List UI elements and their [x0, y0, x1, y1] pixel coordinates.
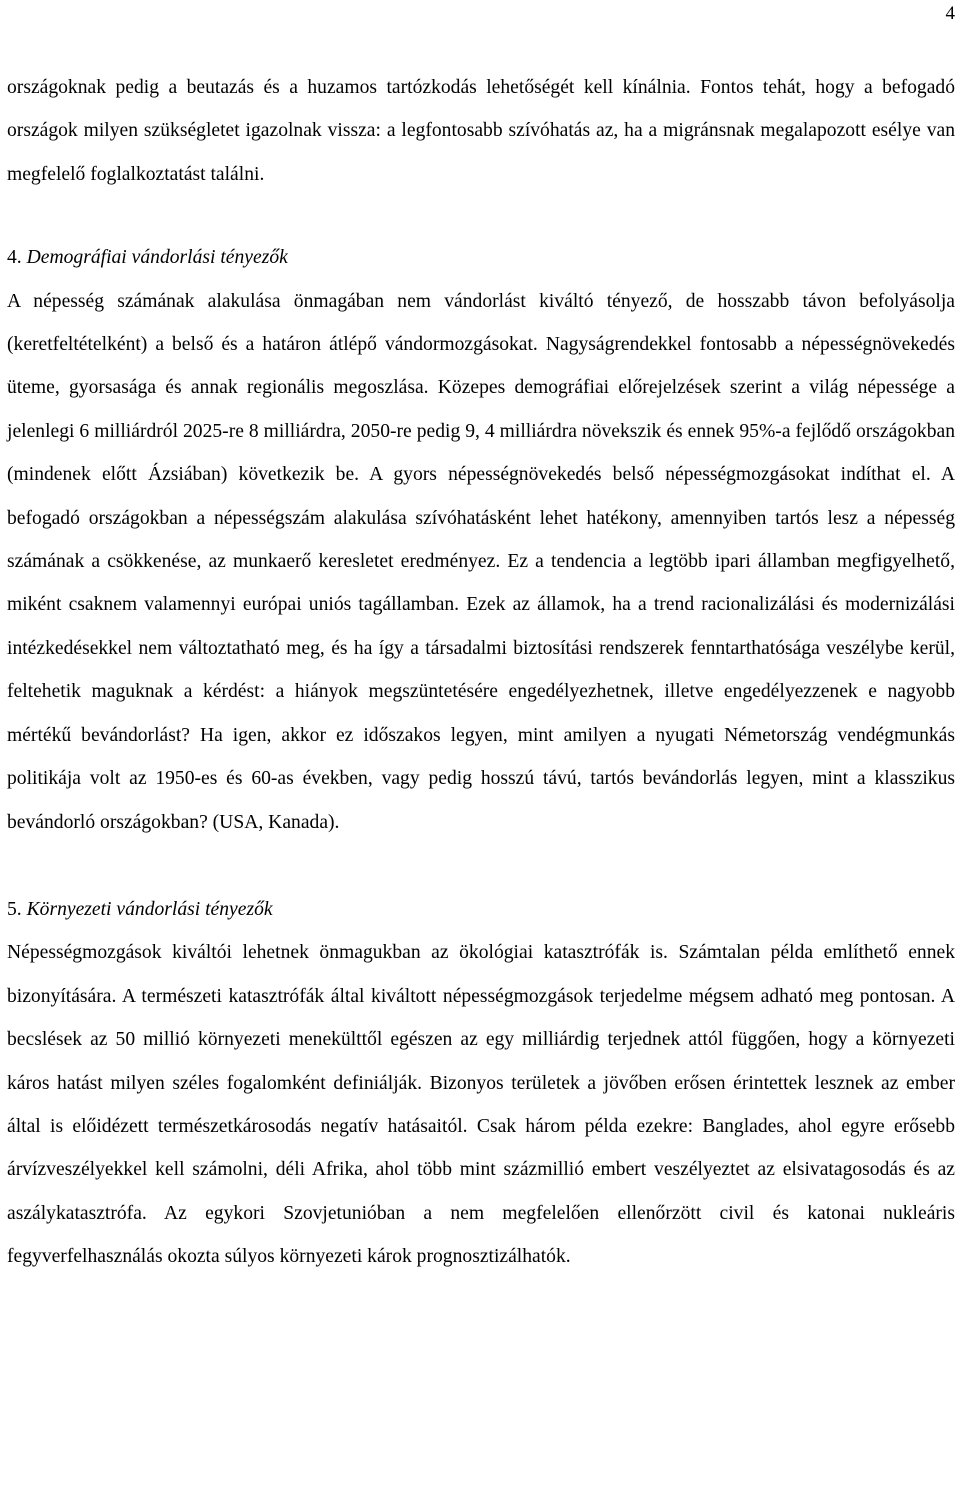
- section-body: Népességmozgások kiváltói lehetnek önmagukban az ökológiai katasztrófák is. Számtalan példa említhető ennek bizonyítására. A természeti katasztrófák által kiváltott népességmozgások terjedelme mégsem adható meg pontosan. A becslések az 50 millió környezeti menekülttől egészen az egy milliárdig terjednek attól függően, hogy a környezeti káros hatást milyen széles fogalomként definiálják. Bizonyos területek a jövőben erősen érintettek lesznek az ember által is előidézett természetkárosodás negatív hatásaitól. Csak három példa ezekre: Banglades, ahol egyre erősebb árvízveszélyekkel kell számolni, déli Afrika, ahol több mint százmillió embert veszélyeztet az elsivatagosodás és az aszálykatasztrófa. Az egykori Szovjetunióban a nem megfelelően ellenőrzött civil és katonai nukleáris fegyverfelhasználás okozta súlyos környezeti károk prognosztizálhatók.: [7, 942, 955, 1268]
- section-title: Környezeti vándorlási tényezők: [26, 898, 273, 920]
- section-number: 4.: [7, 247, 22, 269]
- section-environmental: [7, 888, 955, 1279]
- section-heading: [7, 888, 955, 931]
- intro-paragraph: országoknak pedig a beutazás és a huzamos tartózkodás lehetőségét kell kínálnia. Fontos tehát, hogy a befogadó országok milyen szükségletet igazolnak vissza: a legfontosabb szívóhatás az, ha a migránsnak megalapozott esélye van megfelelő foglalkoztatást találni.: [7, 77, 955, 185]
- section-title: Demográfiai vándorlási tényezők: [26, 247, 288, 269]
- section-demographic: [7, 236, 955, 844]
- page-content: [7, 66, 955, 1279]
- section-body: A népesség számának alakulása önmagában nem vándorlást kiváltó tényező, de hosszabb távon befolyásolja (keretfeltételként) a belső és a határon átlépő vándormozgásokat. Nagyságrendekkel fontosabb a népességnövekedés üteme, gyorsasága és annak regionális megoszlása. Közepes demográfiai előrejelzések szerint a világ népessége a jelenlegi 6 milliárdról 2025-re 8 milliárdra, 2050-re pedig 9, 4 milliárdra növekszik és ennek 95%-a fejlődő országokban (mindenek előtt Ázsiában) következik be. A gyors népességnövekedés belső népességmozgásokat indíthat el. A befogadó országokban a népességszám alakulása szívóhatásként lehet hatékony, amennyiben tartós lesz a népesség számának a csökkenése, az munkaerő keresletet eredményez. Ez a tendencia a legtöbb ipari államban megfigyelhető, miként csaknem valamennyi európai uniós tagállamban. Ezek az államok, ha a trend racionalizálási és modernizálási intézkedésekkel nem változtatható meg, és ha így a társadalmi biztosítási rendszerek fenntarthatósága veszélybe kerül, feltehetik maguknak a kérdést: a hiányok megszüntetésére engedélyezhetnek, illetve engedélyezzenek e nagyobb mértékű bevándorlást? Ha igen, akkor ez időszakos legyen, mint amilyen a nyugati Németország vendégmunkás politikája volt az 1950-es és 60-as években, vagy pedig hosszú távú, tartós bevándorlás legyen, mint a klasszikus bevándorló országokban? (USA, Kanada).: [7, 290, 955, 833]
- section-spacer: [7, 196, 955, 236]
- page-number: 4: [945, 3, 955, 24]
- section-heading: [7, 236, 955, 279]
- section-spacer: [7, 844, 955, 888]
- section-number: 5.: [7, 898, 22, 920]
